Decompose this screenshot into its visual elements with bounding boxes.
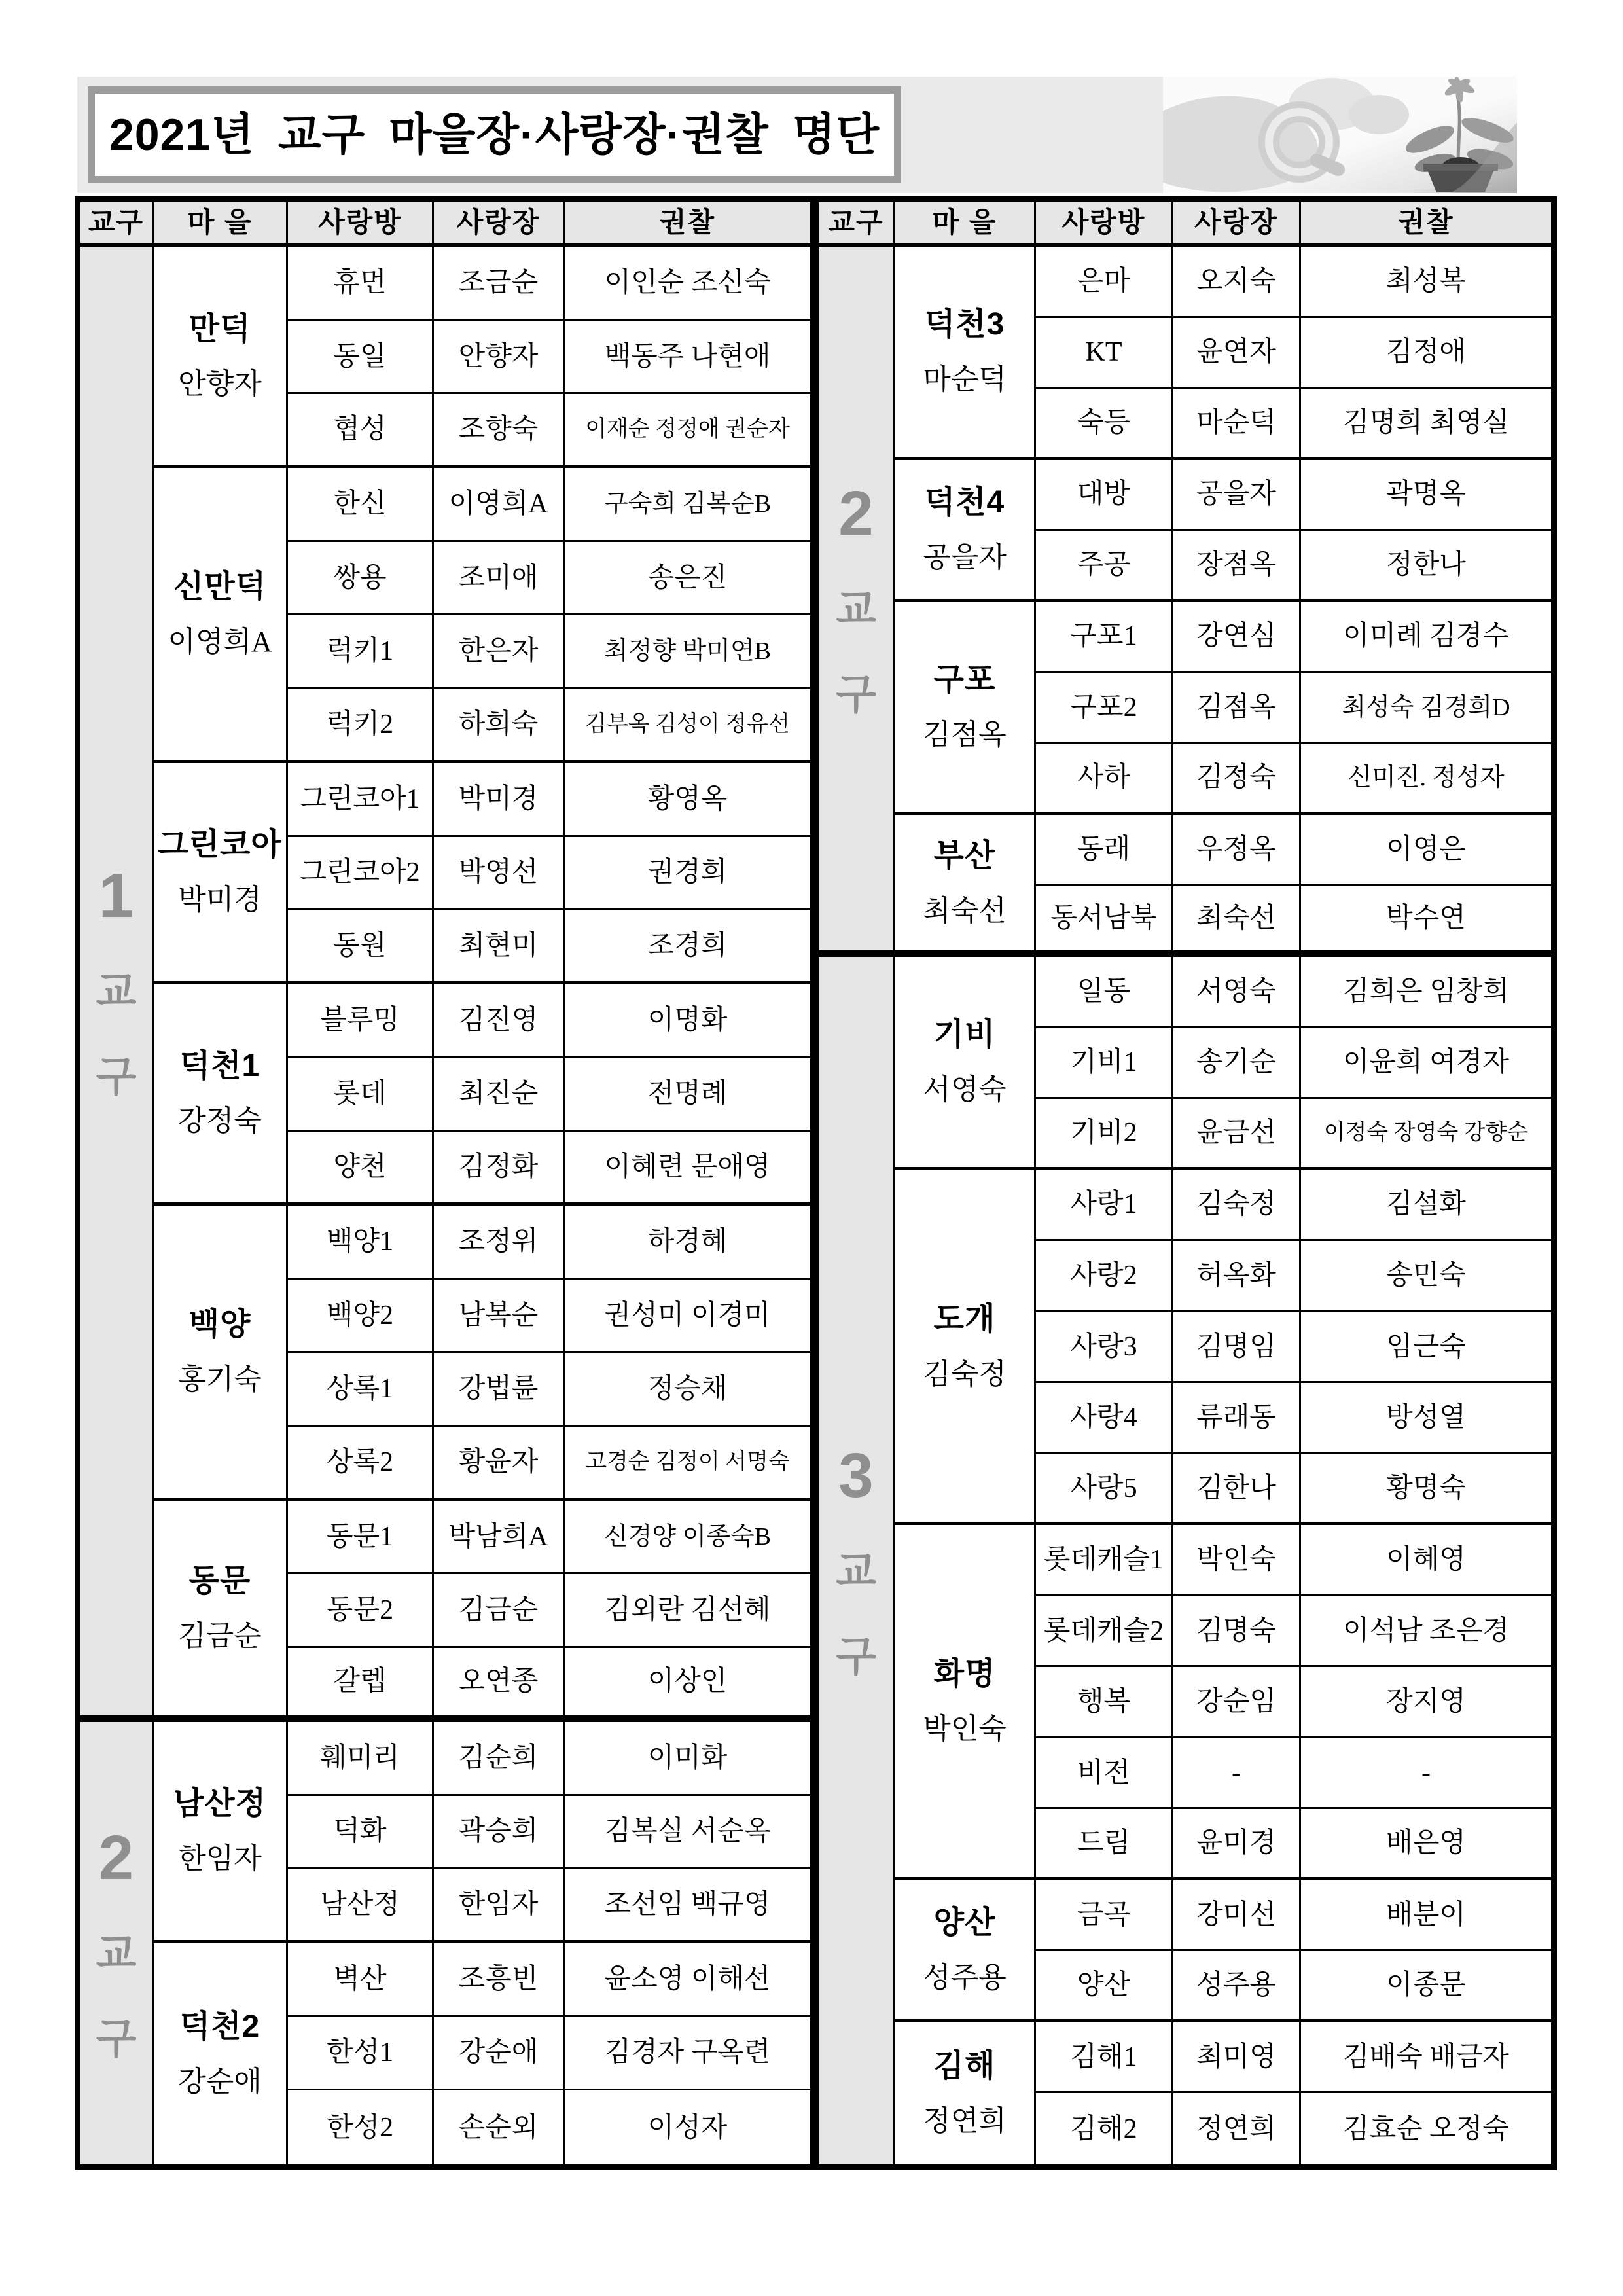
room-cell: 사하 <box>1036 744 1173 816</box>
leader-cell: 강법륜 <box>434 1353 565 1427</box>
kwonchal-cell: 배분이 <box>1301 1880 1551 1952</box>
leader-cell: 김한나 <box>1173 1454 1301 1526</box>
kwonchal-cell: 김효순 오정숙 <box>1343 2113 1509 2144</box>
kwonchal-cell: 신미진. 정성자 <box>1301 744 1551 816</box>
village-leader: 공을자 <box>923 541 1007 573</box>
kwonchal-cell: 최성복 <box>1301 247 1551 318</box>
leader-cell: 최현미 <box>434 910 565 984</box>
leader-cell: 김진영 <box>434 984 565 1058</box>
kwonchal-cell: 방성열 <box>1301 1383 1551 1454</box>
leader-cell: 김숙정 <box>1173 1170 1301 1242</box>
room-cell: 양산 <box>1036 1951 1173 2022</box>
room-cell: 양천 <box>288 1132 434 1206</box>
kwonchal-cell: 이인순 조신숙 <box>565 247 810 321</box>
village-leader: 홍기숙 <box>178 1363 262 1395</box>
room-cell: 동서남북 <box>1036 886 1173 958</box>
leader-cell: 강연심 <box>1173 602 1301 673</box>
leader-cell: 류래동 <box>1173 1383 1301 1454</box>
room-cell: 상록2 <box>288 1427 434 1501</box>
village-name: 기비 <box>933 1017 996 1052</box>
kwonchal-cell: 이성자 <box>647 2112 728 2143</box>
kwonchal-cell: - <box>1301 1738 1551 1810</box>
room-cell: 롯데캐슬2 <box>1036 1596 1173 1668</box>
room-cell: KT <box>1036 318 1173 389</box>
column-header-village: 마 을 <box>895 202 1036 247</box>
room-cell: 남산정 <box>288 1869 434 1943</box>
leader-cell: 김명숙 <box>1173 1596 1301 1668</box>
village-cell <box>895 1525 1036 1880</box>
leader-cell: 김정숙 <box>1173 744 1301 816</box>
leader-cell: 강미선 <box>1173 1880 1301 1952</box>
village-name: 덕천3 <box>924 307 1005 342</box>
village-name: 만덕 <box>188 311 251 346</box>
room-cell: 주공 <box>1036 531 1173 602</box>
leader-cell: 조흥빈 <box>434 1943 565 2017</box>
district-number: 2 <box>838 478 874 548</box>
village-name: 부산 <box>933 838 996 873</box>
village-cell <box>895 1880 1036 2022</box>
leader-cell: 허옥화 <box>1173 1241 1301 1312</box>
room-cell: 김해1 <box>1036 2022 1173 2094</box>
kwonchal-cell: 김외란 김선혜 <box>565 1574 810 1648</box>
room-cell: 사랑3 <box>1036 1312 1173 1384</box>
leader-cell: 김정화 <box>434 1132 565 1206</box>
leader-cell: 조정위 <box>434 1206 565 1280</box>
kwonchal-cell: 전명례 <box>565 1058 810 1132</box>
leader-cell: 윤미경 <box>1173 1809 1301 1880</box>
village-name: 구포 <box>933 662 996 697</box>
page-title: 2021년 교구 마을장·사랑장·권찰 명단 <box>109 110 880 160</box>
leader-cell: 정연희 <box>1173 2093 1301 2164</box>
kwonchal-cell: 하경혜 <box>565 1206 810 1280</box>
kwonchal-cell: 최정향 박미연B <box>565 615 810 689</box>
district-cell-1 <box>80 247 154 1722</box>
leader-cell: 김순희 <box>434 1722 565 1796</box>
room-cell: 행복 <box>1036 1667 1173 1738</box>
leader-cell: 최미영 <box>1173 2022 1301 2094</box>
room-cell: 벽산 <box>288 1943 434 2017</box>
room-cell: 그린코아1 <box>288 763 434 837</box>
village-cell <box>895 957 1036 1170</box>
kwonchal-cell: 신경양 이종숙B <box>565 1501 810 1575</box>
village-name: 덕천1 <box>179 1049 260 1084</box>
district-char: 구 <box>96 2015 137 2062</box>
column-header-kwonchal: 권찰 <box>565 202 810 247</box>
leader-cell: 윤연자 <box>1173 318 1301 389</box>
room-cell: 상록1 <box>288 1353 434 1427</box>
kwonchal-cell: 이석남 조은경 <box>1301 1596 1551 1668</box>
village-leader: 김금순 <box>178 1619 262 1652</box>
roster-table-right <box>813 196 1557 2170</box>
kwonchal-cell: 이영은 <box>1301 815 1551 886</box>
village-name: 그린코아 <box>158 827 282 863</box>
leader-cell: 박남희A <box>434 1501 565 1575</box>
kwonchal-cell: 최성숙 김경희D <box>1301 673 1551 744</box>
leader-cell: 장점옥 <box>1173 531 1301 602</box>
room-cell: 백양2 <box>288 1280 434 1354</box>
column-header-sarangbang: 사랑방 <box>288 202 434 247</box>
leader-cell: 한임자 <box>434 1869 565 1943</box>
kwonchal-cell: 윤소영 이해선 <box>565 1943 810 2017</box>
district-number: 1 <box>98 860 134 931</box>
leader-cell: 마순덕 <box>1173 389 1301 460</box>
village-leader: 강정숙 <box>178 1105 262 1138</box>
leader-cell: 우정옥 <box>1173 815 1301 886</box>
room-cell: 갈렙 <box>288 1648 434 1722</box>
village-name: 양산 <box>933 1905 996 1940</box>
village-name: 백양 <box>188 1306 251 1342</box>
village-name: 화명 <box>933 1657 996 1692</box>
village-name: 동문 <box>188 1563 251 1598</box>
village-leader: 김점옥 <box>923 718 1007 751</box>
kwonchal-cell: 권경희 <box>565 837 810 911</box>
leader-cell: 조향숙 <box>434 394 565 468</box>
room-cell: 금곡 <box>1036 1880 1173 1952</box>
district-char: 구 <box>836 1632 876 1680</box>
village-cell <box>154 1501 288 1722</box>
kwonchal-cell: 황영옥 <box>565 763 810 837</box>
roster-table-left <box>75 196 816 2170</box>
kwonchal-cell: 정승채 <box>565 1353 810 1427</box>
village-leader: 정연희 <box>923 2105 1007 2138</box>
kwonchal-cell: 이윤희 여경자 <box>1301 1028 1551 1100</box>
room-cell: 럭키2 <box>288 689 434 763</box>
kwonchal-cell: 이종문 <box>1301 1951 1551 2022</box>
leader-cell: 송기순 <box>1173 1028 1301 1100</box>
leader-cell: 박인숙 <box>1173 1525 1301 1596</box>
district-cell-2 <box>80 1722 154 2164</box>
room-cell: 은마 <box>1036 247 1173 318</box>
village-name: 덕천4 <box>924 484 1005 520</box>
title-box <box>88 86 901 183</box>
leader-cell: 조미애 <box>434 542 565 616</box>
village-name: 김해 <box>933 2049 996 2084</box>
room-cell: 훼미리 <box>288 1722 434 1796</box>
room-cell: 한신 <box>288 468 434 542</box>
village-name: 도개 <box>933 1301 996 1336</box>
village-leader: 이영희A <box>168 625 272 658</box>
column-header-sarangjang: 사랑장 <box>1173 202 1301 247</box>
district-number: 2 <box>98 1822 134 1893</box>
leader-cell: 최숙선 <box>1173 886 1301 958</box>
leader-cell: 최진순 <box>434 1058 565 1132</box>
village-name: 남산정 <box>173 1786 267 1821</box>
room-cell: 동래 <box>1036 815 1173 886</box>
room-cell: 일동 <box>1036 957 1173 1028</box>
room-cell: 동원 <box>288 910 434 984</box>
room-cell: 사랑4 <box>1036 1383 1173 1454</box>
district-char: 구 <box>96 1052 137 1100</box>
village-name: 신만덕 <box>173 569 267 604</box>
village-cell <box>154 763 288 984</box>
kwonchal-cell: 이미례 김경수 <box>1301 602 1551 673</box>
district-char: 구 <box>836 670 876 718</box>
kwonchal-cell: 김배숙 배금자 <box>1301 2022 1551 2094</box>
room-cell: 덕화 <box>288 1796 434 1870</box>
room-cell: 대방 <box>1036 460 1173 531</box>
village-leader: 서영숙 <box>923 1073 1007 1106</box>
kwonchal-cell: 이정숙 장영숙 강향순 <box>1301 1099 1551 1170</box>
village-cell <box>154 1206 288 1501</box>
district-char: 교 <box>836 1547 876 1595</box>
leader-cell: 하희숙 <box>434 689 565 763</box>
room-cell: 사랑2 <box>1036 1241 1173 1312</box>
leader-cell: 강순애 <box>434 2017 565 2091</box>
leader-cell: 손순외 <box>434 2090 565 2164</box>
leader-cell: 박미경 <box>434 763 565 837</box>
kwonchal-cell: 김명희 최영실 <box>1301 389 1551 460</box>
village-leader: 박미경 <box>178 884 262 916</box>
leader-cell: 성주용 <box>1173 1951 1301 2022</box>
column-header-gyogu: 교구 <box>80 202 154 247</box>
column-header-kwonchal: 권찰 <box>1301 202 1551 247</box>
district-cell-3 <box>819 957 895 2164</box>
village-cell <box>895 247 1036 460</box>
room-cell: 한성2 <box>288 2090 434 2164</box>
kwonchal-cell: 구숙희 김복순B <box>565 468 810 542</box>
kwonchal-cell: 조경희 <box>565 910 810 984</box>
kwonchal-cell: 이미화 <box>565 1722 810 1796</box>
room-cell: 동문2 <box>288 1574 434 1648</box>
village-cell <box>895 1170 1036 1526</box>
leader-cell: 김점옥 <box>1173 673 1301 744</box>
room-cell: 기비1 <box>1036 1028 1173 1100</box>
room-cell: 쌍용 <box>288 542 434 616</box>
kwonchal-cell: 조선임 백규영 <box>565 1869 810 1943</box>
leader-cell: - <box>1173 1738 1301 1810</box>
village-leader: 김숙정 <box>923 1357 1007 1390</box>
room-cell: 김해2 <box>1036 2093 1173 2164</box>
kwonchal-cell: 권성미 이경미 <box>565 1280 810 1354</box>
leader-cell: 박영선 <box>434 837 565 911</box>
header-band <box>77 77 1517 193</box>
leader-cell: 오지숙 <box>1173 247 1301 318</box>
village-cell <box>895 815 1036 957</box>
village-cell <box>895 602 1036 816</box>
room-cell: 롯데 <box>288 1058 434 1132</box>
room-cell: 한성1 <box>288 2017 434 2091</box>
kwonchal-cell: 정한나 <box>1301 531 1551 602</box>
leader-cell: 김명임 <box>1173 1312 1301 1384</box>
column-header-sarangbang: 사랑방 <box>1036 202 1173 247</box>
room-cell: 휴먼 <box>288 247 434 321</box>
leader-cell: 서영숙 <box>1173 957 1301 1028</box>
room-cell: 구포2 <box>1036 673 1173 744</box>
village-cell <box>895 2022 1036 2164</box>
kwonchal-cell: 황명숙 <box>1301 1454 1551 1526</box>
leader-cell: 오연종 <box>434 1648 565 1722</box>
kwonchal-cell: 김희은 임창희 <box>1301 957 1551 1028</box>
kwonchal-cell: 장지영 <box>1301 1667 1551 1738</box>
room-cell: 협성 <box>288 394 434 468</box>
column-header-sarangjang: 사랑장 <box>434 202 565 247</box>
room-cell: 럭키1 <box>288 615 434 689</box>
village-cell <box>154 1943 288 2164</box>
kwonchal-cell: 이재순 정정애 권순자 <box>565 394 810 468</box>
room-cell: 숙등 <box>1036 389 1173 460</box>
room-cell: 구포1 <box>1036 602 1173 673</box>
hand-plant-photo <box>1163 77 1517 193</box>
leader-cell: 이영희A <box>434 468 565 542</box>
kwonchal-cell: 송은진 <box>565 542 810 616</box>
kwonchal-cell: 고경순 김정이 서명숙 <box>565 1427 810 1501</box>
column-header-village: 마 을 <box>154 202 288 247</box>
kwonchal-cell: 백동주 나현애 <box>565 321 810 395</box>
village-leader: 한임자 <box>178 1842 262 1875</box>
room-cell: 그린코아2 <box>288 837 434 911</box>
kwonchal-cell: 이명화 <box>565 984 810 1058</box>
village-cell <box>154 468 288 763</box>
village-cell <box>154 247 288 468</box>
room-cell: 기비2 <box>1036 1099 1173 1170</box>
leader-cell: 강순임 <box>1173 1667 1301 1738</box>
room-cell: 드림 <box>1036 1809 1173 1880</box>
village-leader: 마순덕 <box>923 363 1007 396</box>
kwonchal-cell: 이혜영 <box>1301 1525 1551 1596</box>
village-leader: 박인숙 <box>923 1713 1007 1746</box>
village-cell <box>154 984 288 1206</box>
leader-cell: 곽승희 <box>434 1796 565 1870</box>
kwonchal-cell: 김복실 서순옥 <box>565 1796 810 1870</box>
room-cell: 롯데캐슬1 <box>1036 1525 1173 1596</box>
village-cell <box>895 460 1036 602</box>
village-cell <box>154 1722 288 1943</box>
leader-cell: 한은자 <box>434 615 565 689</box>
room-cell: 사랑1 <box>1036 1170 1173 1242</box>
kwonchal-cell: 배은영 <box>1301 1809 1551 1880</box>
leader-cell: 조금순 <box>434 247 565 321</box>
room-cell: 비전 <box>1036 1738 1173 1810</box>
district-cell-2 <box>819 247 895 957</box>
kwonchal-cell: 이혜련 문애영 <box>565 1132 810 1206</box>
kwonchal-cell: 송민숙 <box>1301 1241 1551 1312</box>
kwonchal-cell: 곽명옥 <box>1301 460 1551 531</box>
village-leader: 안향자 <box>178 367 262 400</box>
room-cell: 사랑5 <box>1036 1454 1173 1526</box>
kwonchal-cell: 김정애 <box>1301 318 1551 389</box>
column-header-gyogu: 교구 <box>819 202 895 247</box>
leader-cell: 공을자 <box>1173 460 1301 531</box>
room-cell: 동문1 <box>288 1501 434 1575</box>
village-name: 덕천2 <box>179 2009 260 2044</box>
village-leader: 최숙선 <box>923 894 1007 927</box>
kwonchal-cell: 박수연 <box>1301 886 1551 958</box>
leader-cell: 황윤자 <box>434 1427 565 1501</box>
kwonchal-cell: 이상인 <box>565 1648 810 1722</box>
kwonchal-cell: 김부옥 김성이 정유선 <box>565 689 810 763</box>
village-leader: 강순애 <box>178 2065 262 2098</box>
room-cell: 백양1 <box>288 1206 434 1280</box>
district-char: 교 <box>836 585 876 633</box>
room-cell: 동일 <box>288 321 434 395</box>
leader-cell: 김금순 <box>434 1574 565 1648</box>
district-char: 교 <box>96 1929 137 1977</box>
district-number: 3 <box>838 1440 874 1511</box>
leader-cell: 남복순 <box>434 1280 565 1354</box>
leader-cell: 윤금선 <box>1173 1099 1301 1170</box>
leader-cell: 안향자 <box>434 321 565 395</box>
district-char: 교 <box>96 967 137 1015</box>
village-leader: 성주용 <box>923 1961 1007 1994</box>
kwonchal-cell: 김설화 <box>1301 1170 1551 1242</box>
kwonchal-cell: 임근숙 <box>1301 1312 1551 1384</box>
kwonchal-cell: 김경자 구옥련 <box>565 2017 810 2091</box>
room-cell: 블루밍 <box>288 984 434 1058</box>
